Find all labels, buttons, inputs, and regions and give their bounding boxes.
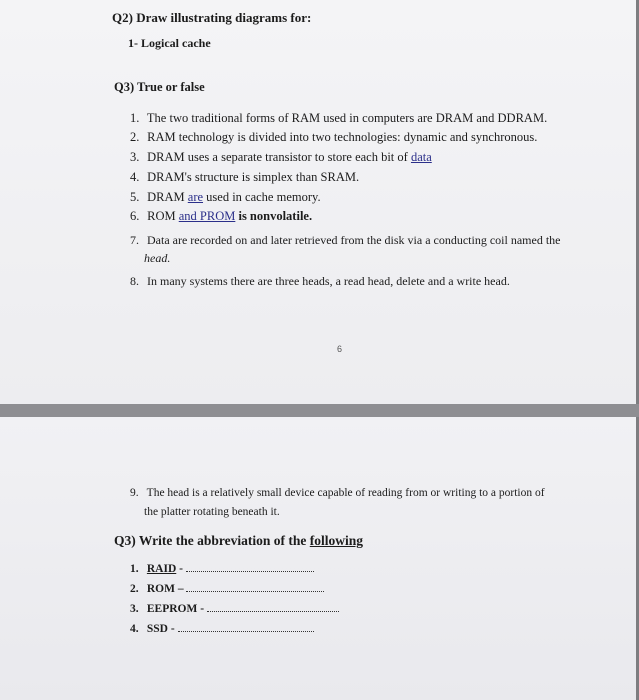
tf-text: The two traditional forms of RAM used in computers are DRAM and DDRAM. [146, 111, 548, 125]
tf-item-4 [130, 170, 359, 185]
abbrev-sep: - [167, 623, 178, 635]
underlined-word: data [410, 150, 432, 164]
abbrev-label: EEPROM [146, 603, 198, 615]
answer-blank[interactable] [186, 561, 314, 572]
underlined-word: are [187, 190, 204, 204]
abbrev-sep: - [197, 603, 207, 615]
abbrev-num: 3. [130, 603, 139, 615]
tf-text: DRAM uses a separate transistor to store each bit of [147, 150, 411, 164]
abbrev-item-3 [130, 601, 339, 615]
tf-text: Data are recorded on and later retrieved from the disk via a conducting coil named the [147, 233, 561, 247]
tf-item-2 [130, 130, 537, 145]
tf-text: RAM technology is divided into two technologies: dynamic and synchronous. [147, 130, 538, 144]
tf-num: 8. [130, 274, 139, 288]
tf-item-5 [130, 190, 321, 205]
abbrev-sep: – [174, 583, 187, 595]
tf-num: 1. [130, 111, 140, 125]
item-9-line2: the platter rotating beneath it. [144, 506, 280, 518]
item-9-line1: The head is a relatively small device capable of reading from or writing to a portion of [146, 487, 545, 499]
tf-num: 3. [130, 150, 140, 164]
abbrev-num: 1. [130, 563, 139, 575]
underlined-word: and PROM [178, 209, 236, 223]
tf-num: 4. [130, 170, 140, 184]
abbrev-sep: - [176, 563, 186, 575]
tf-num: 5. [130, 190, 140, 204]
tf-text: ROM [147, 209, 179, 223]
tf-num: 6. [130, 209, 140, 223]
page-gap [0, 404, 639, 417]
tf-text: is nonvolatile. [235, 209, 313, 223]
abbrev-label: ROM [146, 583, 175, 595]
q3-abbrev-title-text: Q3) Write the abbreviation of the [114, 533, 310, 548]
abbrev-num: 4. [130, 623, 139, 635]
tf-text: DRAM's structure is simplex than SRAM. [147, 170, 360, 184]
tf-num: 2. [130, 130, 140, 144]
item-9 [130, 487, 545, 499]
item-9-num: 9. [130, 487, 139, 499]
answer-blank[interactable] [186, 581, 324, 592]
abbrev-item-4 [130, 621, 314, 635]
tf-text: DRAM [147, 190, 188, 204]
q3-abbrev-title-underlined: following [309, 533, 364, 548]
abbrev-item-2 [130, 581, 324, 595]
q2-item: 1- Logical cache [128, 36, 211, 50]
abbrev-num: 2. [130, 583, 139, 595]
tf-item-8 [130, 274, 510, 289]
q3-abbrev-title [114, 533, 363, 549]
abbrev-item-1 [130, 561, 314, 575]
q2-title: Q2) Draw illustrating diagrams for: [112, 10, 312, 25]
answer-blank[interactable] [178, 621, 314, 632]
tf-text: used in cache memory. [203, 190, 321, 204]
answer-blank[interactable] [207, 601, 339, 612]
page-number: 6 [337, 344, 343, 354]
q3-title: Q3) True or false [114, 80, 205, 94]
abbrev-label: RAID [146, 563, 177, 575]
tf-item-6 [130, 209, 312, 224]
tf-item-7 [130, 233, 561, 248]
tf-item-3 [130, 150, 432, 165]
abbrev-label: SSD [146, 623, 168, 635]
worksheet-page-2 [0, 417, 636, 700]
tf-item-7-continuation: head. [144, 251, 171, 265]
tf-num: 7. [130, 233, 139, 247]
tf-text: In many systems there are three heads, a read head, delete and a write head. [147, 274, 510, 288]
tf-item-1 [130, 111, 547, 126]
